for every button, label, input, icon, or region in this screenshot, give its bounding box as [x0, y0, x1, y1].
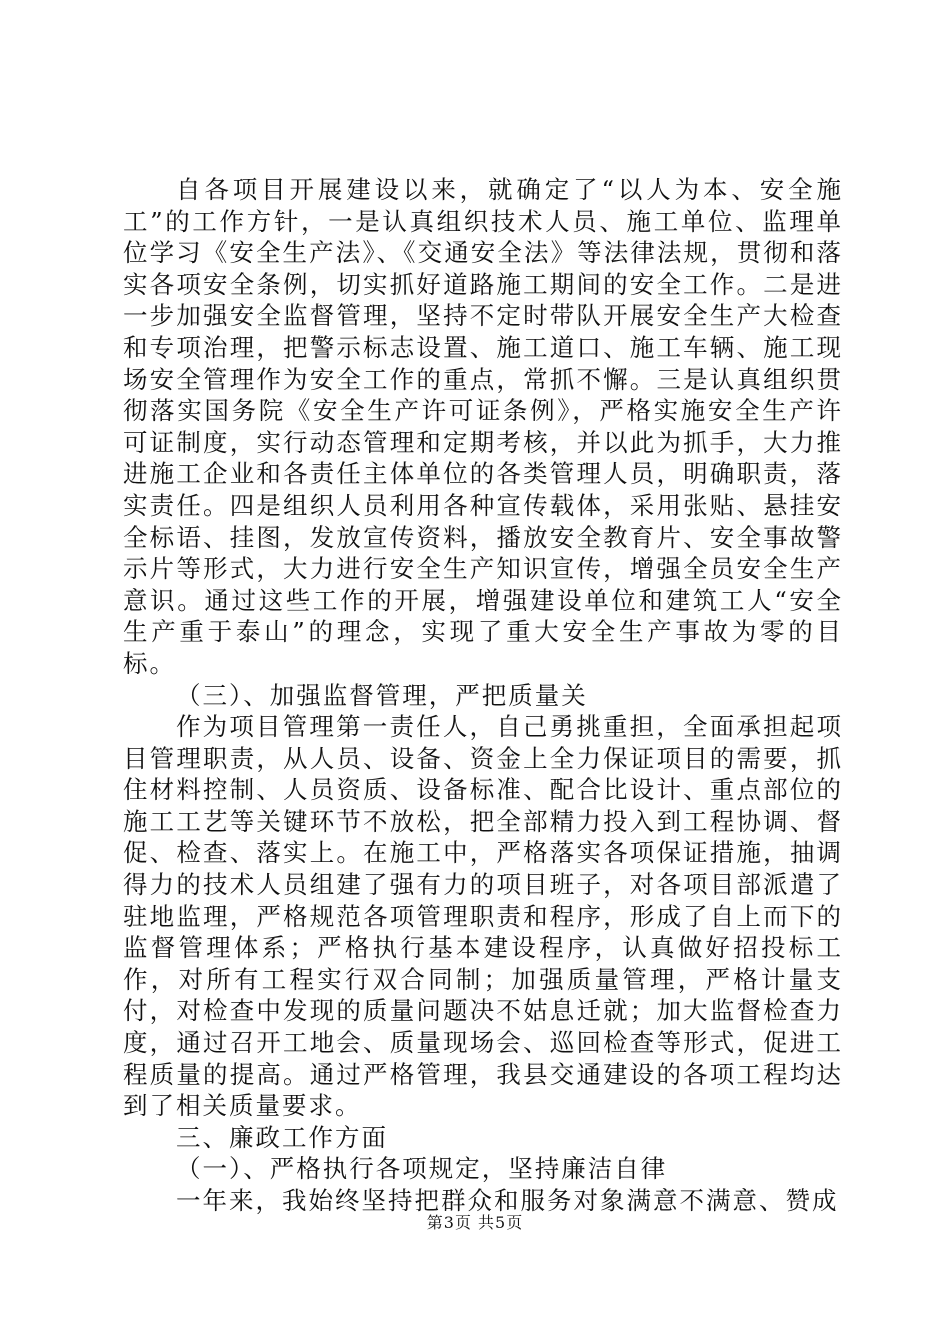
paragraph-safety-work: 自各项目开展建设以来，就确定了“以人为本、安全施工”的工作方针，一是认真组织技术人员、施工单位、监理单位学习《安全生产法》、《交通安全法》等法律法规，贯彻和落实各项安全条例，切实抓好道路施工期间的安全工作。二是进一步加强安全监督管理，坚持不定时带队开展安全生产大检查和专项治理，把警示标志设置、施工道口、施工车辆、施工现场安全管理作为安全工作的重点，常抓不懈。三是认真组织贯彻落实国务院《安全生产许可证条例》，严格实施安全生产许可证制度，实行动态管理和定期考核，并以此为抓手，大力推进施工企业和各责任主体单位的各类管理人员，明确职责，落实责任。四是组织人员利用各种宣传载体，采用张贴、悬挂安全标语、挂图，发放宣传资料，播放安全教育片、安全事故警示片等形式，大力进行安全生产知识宣传，增强全员安全生产意识。通过这些工作的开展，增强建设单位和建筑工人“安全生产重于泰山”的理念，实现了重大安全生产事故为零的目标。 — [123, 175, 843, 678]
paragraph-self-discipline-intro: 一年来，我始终坚持把群众和服务对象满意不满意、赞成 — [176, 1186, 839, 1215]
document-body — [123, 174, 843, 1217]
page-footer — [0, 1213, 950, 1233]
page-number: 第3页 共5页 — [426, 1213, 524, 1232]
paragraph-quality-management: 作为项目管理第一责任人，自己勇挑重担，全面承担起项目管理职责，从人员、设备、资金上全力保证项目的需要，抓住材料控制、人员资质、设备标准、配合比设计、重点部位的施工工艺等关键环节不放松，把全部精力投入到工程协调、督促、检查、落实上。在施工中，严格落实各项保证措施，抽调得力的技术人员组建了强有力的项目班子，对各项目部派遣了驻地监理，严格规范各项管理职责和程序，形成了自上而下的监督管理体系；严格执行基本建设程序，认真做好招投标工作，对所有工程实行双合同制；加强质量管理，严格计量支付，对检查中发现的质量问题决不姑息迁就；加大监督检查力度，通过召开工地会、质量现场会、巡回检查等形式，促进工程质量的提高。通过严格管理，我县交通建设的各项工程均达到了相关质量要求。 — [123, 712, 843, 1121]
heading-self-discipline: （一）、严格执行各项规定，坚持廉洁自律 — [176, 1154, 668, 1184]
heading-integrity-work: 三、廉政工作方面 — [176, 1122, 388, 1152]
heading-quality-supervision: （三）、加强监督管理，严把质量关 — [176, 680, 588, 710]
